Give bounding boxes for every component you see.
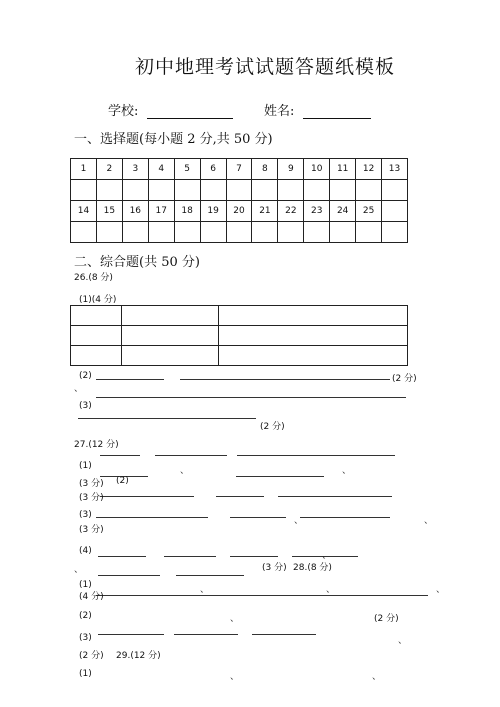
q28-part2-sep: 、 [230,614,240,624]
mc-number: 11 [330,159,356,180]
q26-part2-label: (2) [79,371,92,381]
mc-answer-cell[interactable] [304,222,330,243]
mc-answer-cell[interactable] [330,222,356,243]
mc-answer-cell[interactable] [71,180,97,201]
mc-answer-cell[interactable] [174,222,200,243]
answer-line[interactable] [278,496,392,497]
mc-number: 22 [278,201,304,222]
answer-line[interactable] [300,517,390,518]
mc-number: 15 [96,201,122,222]
mc-answer-cell[interactable] [304,180,330,201]
q27-part4-sep: 、 [322,551,332,561]
q26-row [71,326,408,346]
mc-answer-cell[interactable] [226,222,252,243]
q26-row [71,346,408,366]
mc-number: 17 [148,201,174,222]
mc-number [382,201,408,222]
answer-line[interactable] [96,595,428,596]
mc-answer-cell[interactable] [122,180,148,201]
mc-number: 5 [174,159,200,180]
mc-number: 2 [96,159,122,180]
mc-number: 23 [304,201,330,222]
q26-cell[interactable] [219,346,408,366]
mc-answer-cell[interactable] [356,180,382,201]
answer-line[interactable] [96,517,208,518]
name-field [264,100,371,119]
mc-number: 25 [356,201,382,222]
q29-part1-sep: 、 [230,672,240,682]
q28-part3-points: (2 分) [79,651,104,661]
q26-cell[interactable] [71,346,122,366]
answer-line[interactable] [96,397,406,398]
q26-part2-points: (2 分) [392,374,417,384]
mc-number: 14 [71,201,97,222]
q27-part4-label: (4) [79,546,92,556]
q27-part2-points: (3 分) [79,493,104,503]
name-label: 姓名: [264,104,295,119]
q29-part1-label: (1) [79,669,92,679]
mc-number: 3 [122,159,148,180]
answer-line[interactable] [252,634,316,635]
q27-part4-points: (3 分) [262,563,287,573]
answer-line[interactable] [98,575,160,576]
answer-line[interactable] [98,556,146,557]
mc-number: 1 [71,159,97,180]
answer-line[interactable] [100,496,194,497]
q28-part1-sep: 、 [326,585,336,595]
q27-part1-label: (1) [79,461,92,471]
mc-number: 12 [356,159,382,180]
mc-number: 8 [252,159,278,180]
mc-answer-cell[interactable] [148,222,174,243]
mc-answer-cell[interactable] [382,180,408,201]
q26-cell[interactable] [122,306,219,326]
section2-heading: 二、综合题(共 50 分) [74,255,200,270]
mc-answer-cell[interactable] [96,180,122,201]
answer-line[interactable] [230,556,278,557]
q28-part2-points: (2 分) [374,614,399,624]
mc-answer-cell[interactable] [330,180,356,201]
mc-number: 6 [200,159,226,180]
section1-heading: 一、选择题(每小题 2 分,共 50 分) [74,132,273,147]
mc-answer-cell[interactable] [278,180,304,201]
q27-part2-label: (2) [116,476,129,486]
q26-cell[interactable] [71,306,122,326]
name-blank[interactable] [303,104,371,119]
mc-answer-cell[interactable] [174,180,200,201]
mc-answer-cell[interactable] [278,222,304,243]
q27-part3-label: (3) [79,510,92,520]
q27-part3-sep: 、 [294,516,304,526]
q26-heading: 26.(8 分) [74,273,113,283]
answer-line[interactable] [216,496,264,497]
answer-line[interactable] [180,379,390,380]
mc-answer-row-2 [71,222,408,243]
answer-line[interactable] [78,418,256,419]
answer-line[interactable] [176,575,244,576]
answer-line[interactable] [236,476,324,477]
q28-part3-sep: 、 [398,636,408,646]
mc-number: 7 [226,159,252,180]
mc-answer-cell[interactable] [148,180,174,201]
q29-heading: 29.(12 分) [116,651,161,661]
mc-answer-cell[interactable] [200,180,226,201]
q26-part2-tail: 、 [74,384,84,394]
mc-answer-cell[interactable] [252,180,278,201]
q26-cell[interactable] [122,346,219,366]
q28-heading: 28.(8 分) [293,563,332,573]
q26-answer-table [70,305,408,366]
q26-part1-label: (1)(4 分) [79,295,117,305]
q27-part1-sep: 、 [342,466,352,476]
school-field [108,100,233,119]
mc-answer-cell[interactable] [226,180,252,201]
mc-number: 20 [226,201,252,222]
q28-part1-points: (4 分) [79,592,104,602]
mc-number: 10 [304,159,330,180]
mc-answer-grid [70,158,408,243]
answer-line[interactable] [96,379,164,380]
q28-part2-label: (2) [79,611,92,621]
page-title: 初中地理考试试题答题纸模板 [134,56,395,78]
mc-number: 9 [278,159,304,180]
mc-answer-cell[interactable] [71,222,97,243]
q26-part3-points: (2 分) [260,422,285,432]
mc-number: 24 [330,201,356,222]
q29-part1-sep: 、 [372,672,382,682]
answer-line[interactable] [98,634,164,635]
mc-answer-cell[interactable] [356,222,382,243]
q26-row [71,306,408,326]
q26-cell[interactable] [71,326,122,346]
mc-answer-cell[interactable] [96,222,122,243]
mc-answer-cell[interactable] [122,222,148,243]
q28-part3-label: (3) [79,633,92,643]
mc-number: 4 [148,159,174,180]
q27-part1-sep: 、 [180,466,190,476]
school-label: 学校: [108,104,139,119]
q27-part4-sep: 、 [74,565,84,575]
mc-answer-cell[interactable] [252,222,278,243]
answer-line[interactable] [164,556,216,557]
mc-answer-cell[interactable] [200,222,226,243]
mc-answer-cell[interactable] [382,222,408,243]
mc-number-row-2 [71,201,408,222]
mc-answer-row-1 [71,180,408,201]
school-blank[interactable] [147,104,233,119]
mc-number-row-1 [71,159,408,180]
q28-part1-label: (1) [79,580,92,590]
mc-number: 18 [174,201,200,222]
answer-line[interactable] [100,455,140,456]
q26-cell[interactable] [219,306,408,326]
mc-number: 13 [382,159,408,180]
q27-part3-sep: 、 [424,516,434,526]
q26-part3-label: (3) [79,401,92,411]
answer-line[interactable] [230,517,286,518]
q26-cell[interactable] [219,326,408,346]
answer-line[interactable] [237,455,395,456]
answer-line[interactable] [155,455,227,456]
q27-part1-points: (3 分) [79,479,104,489]
q26-cell[interactable] [122,326,219,346]
q28-part1-sep: 、 [436,585,446,595]
q27-part3-points: (3 分) [79,525,104,535]
mc-number: 16 [122,201,148,222]
answer-line[interactable] [174,634,238,635]
mc-number: 19 [200,201,226,222]
q27-heading: 27.(12 分) [74,440,119,450]
q28-part1-sep: 、 [200,585,210,595]
mc-number: 21 [252,201,278,222]
